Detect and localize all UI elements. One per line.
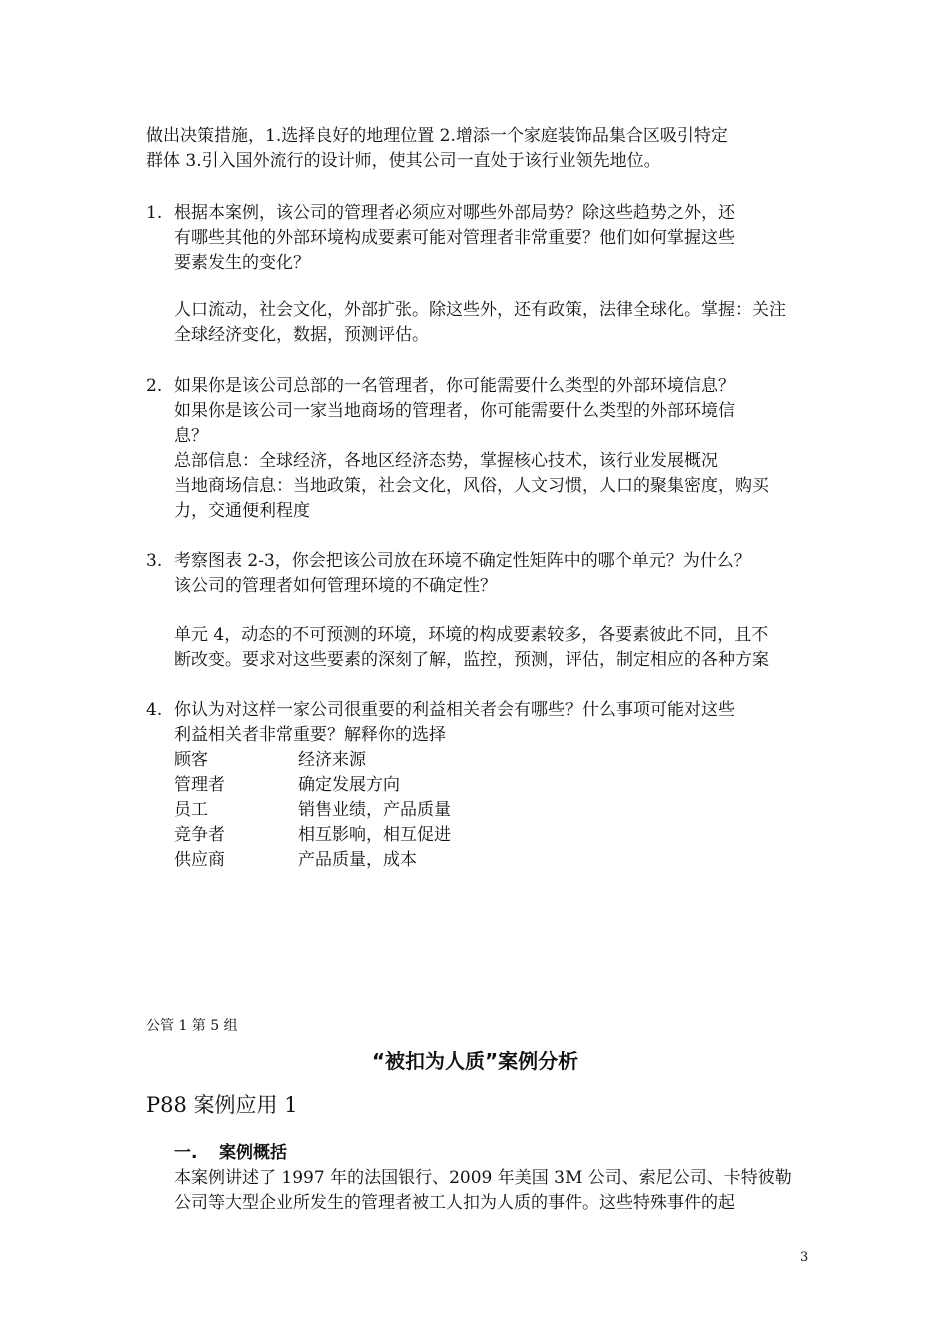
stakeholder-reason: 销售业绩，产品质量: [298, 800, 451, 820]
stakeholder-name: 竞争者: [174, 825, 225, 845]
heading-number: 一.: [174, 1143, 198, 1163]
case-subheading: P88 案例应用 1: [146, 1093, 298, 1117]
group-label: 公管 1 第 5 组: [146, 1018, 238, 1034]
stakeholder-name: 供应商: [174, 850, 225, 870]
answer-line: 人口流动，社会文化，外部扩张。除这些外，还有政策，法律全球化。掌握：关注: [174, 300, 786, 320]
stakeholder-reason: 确定发展方向: [298, 775, 400, 795]
question-line: 考察图表 2-3，你会把该公司放在环境不确定性矩阵中的哪个单元？为什么？: [174, 551, 751, 571]
question-line: 你认为对这样一家公司很重要的利益相关者会有哪些？什么事项可能对这些: [174, 700, 735, 720]
stakeholder-reason: 经济来源: [298, 750, 366, 770]
question-line: 利益相关者非常重要？解释你的选择: [174, 725, 446, 745]
question-line: 如果你是该公司总部的一名管理者，你可能需要什么类型的外部环境信息？: [174, 376, 735, 396]
body-line: 本案例讲述了 1997 年的法国银行、2009 年美国 3M 公司、索尼公司、卡特彼勒: [174, 1168, 792, 1188]
body-line: 公司等大型企业所发生的管理者被工人扣为人质的事件。这些特殊事件的起: [174, 1193, 735, 1213]
question-number: 3.: [146, 551, 163, 571]
question-line: 根据本案例，该公司的管理者必须应对哪些外部局势？除这些趋势之外，还: [174, 203, 735, 223]
stakeholder-reason: 相互影响，相互促进: [298, 825, 451, 845]
question-line: 息？: [174, 426, 208, 446]
heading-text: 案例概括: [219, 1143, 287, 1163]
question-number: 1.: [146, 203, 163, 223]
intro-line-1: 做出决策措施，1.选择良好的地理位置 2.增添一个家庭装饰品集合区吸引特定: [146, 126, 728, 146]
answer-line: 力，交通便利程度: [174, 501, 310, 521]
stakeholder-reason: 产品质量，成本: [298, 850, 417, 870]
page-number: 3: [800, 1250, 809, 1265]
question-number: 4.: [146, 700, 163, 720]
answer-line: 单元 4，动态的不可预测的环境，环境的构成要素较多，各要素彼此不同，且不: [174, 625, 769, 645]
stakeholder-name: 管理者: [174, 775, 225, 795]
answer-line: 全球经济变化，数据，预测评估。: [174, 325, 429, 345]
question-line: 该公司的管理者如何管理环境的不确定性？: [174, 576, 497, 596]
answer-line: 当地商场信息：当地政策，社会文化，风俗，人文习惯，人口的聚集密度，购买: [174, 476, 769, 496]
question-line: 如果你是该公司一家当地商场的管理者，你可能需要什么类型的外部环境信: [174, 401, 735, 421]
question-number: 2.: [146, 376, 163, 396]
answer-line: 总部信息：全球经济，各地区经济态势，掌握核心技术，该行业发展概况: [174, 451, 718, 471]
case-title: “被扣为人质”案例分析: [371, 1049, 579, 1073]
question-line: 有哪些其他的外部环境构成要素可能对管理者非常重要？他们如何掌握这些: [174, 228, 735, 248]
question-line: 要素发生的变化？: [174, 253, 310, 273]
answer-line: 断改变。要求对这些要素的深刻了解，监控，预测，评估，制定相应的各种方案: [174, 650, 769, 670]
intro-line-2: 群体 3.引入国外流行的设计师，使其公司一直处于该行业领先地位。: [146, 151, 661, 171]
stakeholder-name: 员工: [174, 800, 208, 820]
stakeholder-name: 顾客: [174, 750, 208, 770]
